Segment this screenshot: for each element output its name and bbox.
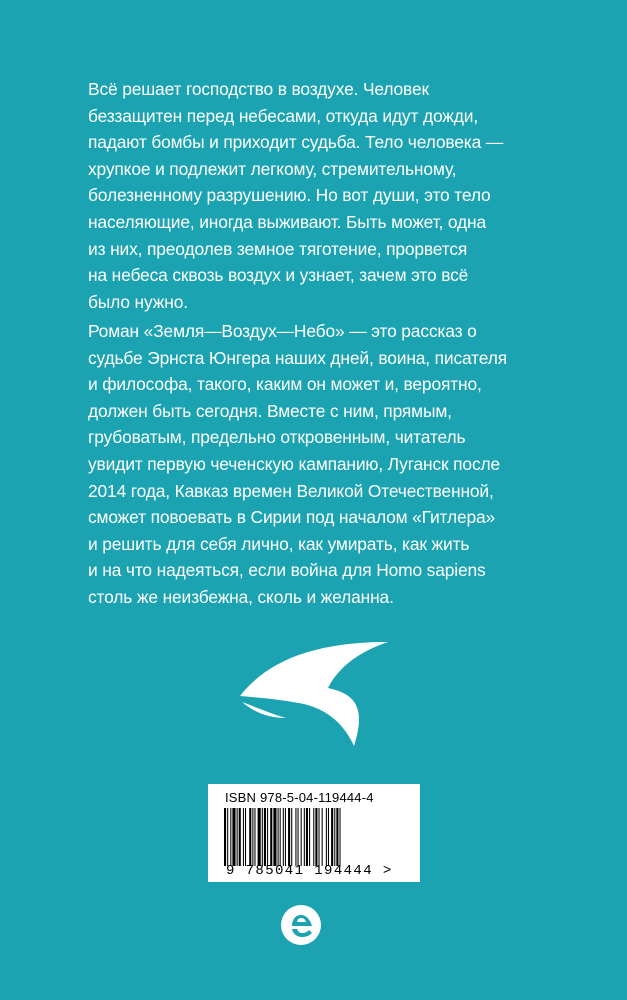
barcode-label [208,784,420,882]
annotation-paragraph-2: Роман «Земля—Воздух—Небо» — это рассказ о судьбе Эрнста Юнгера наших дней, воина, писателя и философа, такого, каким он может и, вероятно, должен быть сегодня. Вместе с ним, прямым, грубоватым, предельно откровенным, читатель увидит первую чеченскую кампанию, Луганск после 2014 года, Кавказ времен Великой Отечественной, сможет повоевать в Сирии под началом «Гитлера» и решить для себя лично, как умирать, как жить и на что надеяться, если война для Homo sapiens столь же неизбежна, сколь и желанна. [88,321,507,607]
publisher-logo-icon [281,905,321,945]
annotation-paragraph-1: Всё решает господство в воздухе. Человек беззащитен перед небесами, откуда идут дожди, падают бомбы и приходит судьба. Тело человека — хрупкое и подлежит легкому, стремительному, болезненному разрушению. Но вот души, это тело населяющие, иногда выживают. Быть может, одна из них, преодолев земное тяготение, прорвется на небеса сквозь воздух и узнает, зачем это всё было нужно. [88,79,504,312]
isbn-text: ISBN 978-5-04-119444-4 [225,790,374,805]
swallow-icon [238,638,390,748]
barcode-digits: 9 785041 194444 > [226,863,393,879]
barcode-bars [224,808,402,866]
